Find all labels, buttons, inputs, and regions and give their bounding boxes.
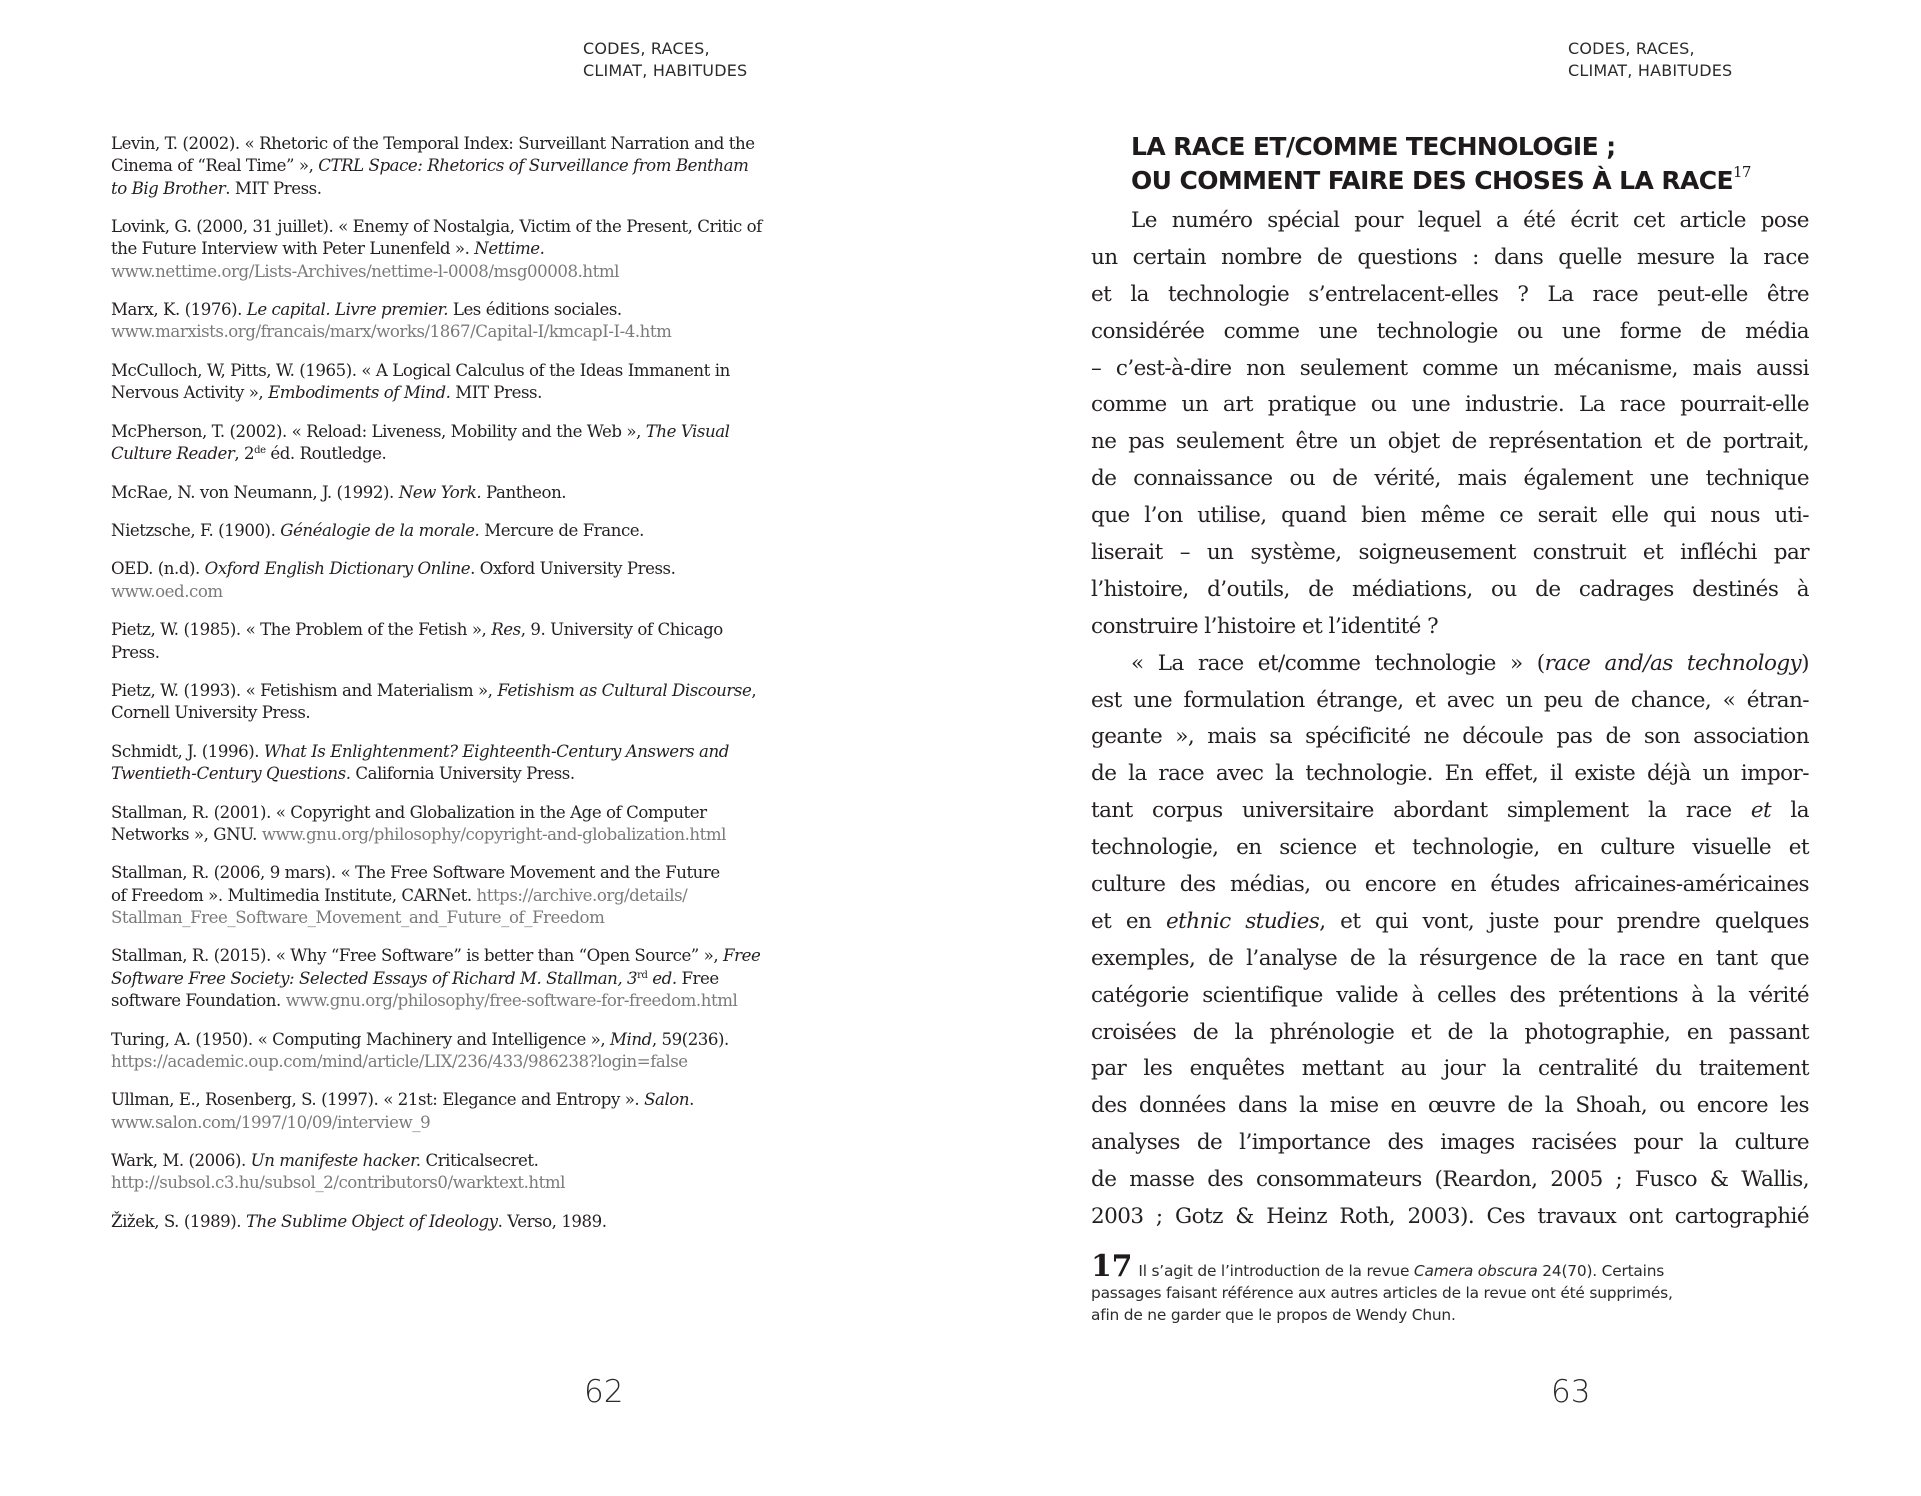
text-run: 2003 ; Gotz & Heinz Roth, 2003). Ces travaux ont cartographié xyxy=(1091,1204,1809,1230)
text-line xyxy=(111,1051,856,1073)
text-line xyxy=(1091,719,1809,756)
text-line xyxy=(1091,314,1809,351)
text-run: analyses de l’importance des images racisées pour la culture xyxy=(1091,1130,1809,1156)
text-line xyxy=(111,763,856,785)
text-line xyxy=(1091,535,1809,572)
text-line xyxy=(111,907,856,929)
text-line xyxy=(111,945,856,967)
text-line xyxy=(111,619,856,641)
text-line xyxy=(111,885,856,907)
text-line xyxy=(1091,1199,1809,1236)
text-run: de la race avec la technologie. En effet, il existe déjà un impor- xyxy=(1091,761,1809,787)
text-line xyxy=(111,1089,856,1111)
italic-text: race and/as technology xyxy=(1544,650,1802,676)
text-run: Stallman, R. (2001). « Copyright and Globalization in the Age of Computer xyxy=(111,802,707,822)
text-run: Networks », GNU. xyxy=(111,824,262,844)
reference-url-link[interactable]: http://subsol.c3.hu/subsol_2/contributors0/warktext.html xyxy=(111,1173,566,1193)
text-run: OED. (n.d). xyxy=(111,559,205,579)
text-run: Criticalsecret. xyxy=(420,1151,539,1171)
reference-entry xyxy=(111,520,856,542)
reference-url-link[interactable]: www.oed.com xyxy=(111,581,223,601)
text-line xyxy=(1091,1162,1809,1199)
running-head xyxy=(583,38,747,82)
reference-entry xyxy=(111,1029,856,1074)
text-run: « La race et/comme technologie » ( xyxy=(1131,650,1545,676)
text-run: culture des médias, ou encore en études africaines-américaines xyxy=(1091,872,1809,898)
italic-text: Un manifeste hacker. xyxy=(250,1151,421,1171)
reference-entry xyxy=(111,680,856,725)
text-line xyxy=(1091,277,1809,314)
body-paragraphs xyxy=(1091,203,1809,1236)
text-line xyxy=(1091,203,1809,240)
text-line xyxy=(1091,240,1809,277)
italic-text: ethnic studies xyxy=(1165,908,1320,934)
italic-text: CTRL Space: Rhetorics of Surveillance from Bentham xyxy=(318,156,749,176)
reference-entry xyxy=(111,360,856,405)
text-run: Ullman, E., Rosenberg, S. (1997). « 21st: Elegance and Entropy ». xyxy=(111,1090,645,1110)
italic-text: Généalogie de la morale. xyxy=(280,520,480,540)
text-run: . Verso, 1989. xyxy=(497,1211,607,1231)
text-run: que l’on utilise, quand bien même ce serait elle qui nous uti- xyxy=(1091,503,1809,529)
italic-text: to Big Brother xyxy=(111,178,226,198)
text-run: la xyxy=(1771,798,1809,824)
text-run: , xyxy=(751,681,757,701)
text-run: afin de ne garder que le propos de Wendy Chun. xyxy=(1091,1306,1456,1324)
running-head-line: CODES, RACES, xyxy=(583,39,710,58)
text-run: Pietz, W. (1985). « The Problem of the Fetish », xyxy=(111,620,492,640)
text-run: Marx, K. (1976). xyxy=(111,300,247,320)
text-run: software Foundation. xyxy=(111,991,286,1011)
italic-text: Le capital. Livre premier. xyxy=(246,300,449,320)
text-run: McPherson, T. (2002). « Reload: Liveness, Mobility and the Web », xyxy=(111,421,646,441)
reference-entry xyxy=(111,482,856,504)
heading-line-1: LA RACE ET/COMME TECHNOLOGIE ; xyxy=(1131,132,1616,161)
text-line xyxy=(1091,756,1809,793)
text-line xyxy=(111,299,856,321)
text-line xyxy=(111,968,856,990)
heading-line-2-text: OU COMMENT FAIRE DES CHOSES À LA RACE xyxy=(1131,166,1733,195)
running-head-line: CLIMAT, HABITUDES xyxy=(1568,61,1733,80)
text-run: Press. xyxy=(111,642,160,662)
text-run: Turing, A. (1950). « Computing Machinery and Intelligence », xyxy=(111,1029,610,1049)
italic-text: Res xyxy=(491,620,521,640)
text-run: Cinema of “Real Time” », xyxy=(111,156,319,176)
text-run: , et qui vont, juste pour prendre quelques xyxy=(1319,908,1809,934)
italic-text: Culture Reader xyxy=(111,444,235,464)
reference-entry xyxy=(111,1150,856,1195)
text-run: , 59(236). xyxy=(651,1029,729,1049)
text-run: Mercure de France. xyxy=(479,520,644,540)
text-run: MIT Press. xyxy=(450,383,542,403)
text-line xyxy=(111,1029,856,1051)
text-run: liserait – un système, soigneusement construit et infléchi par xyxy=(1091,540,1809,566)
text-line xyxy=(1091,1282,1791,1304)
section-heading xyxy=(1131,130,1751,198)
text-line xyxy=(1091,1051,1809,1088)
italic-text: Free xyxy=(723,946,761,966)
reference-entry xyxy=(111,558,856,603)
text-run: Schmidt, J. (1996). xyxy=(111,741,264,761)
text-line xyxy=(111,443,856,465)
reference-url-link[interactable]: www.gnu.org/philosophy/free-software-for-freedom.html xyxy=(285,991,738,1011)
reference-url-link[interactable]: www.marxists.org/francais/marx/works/1867/Capital-I/kmcapI-I-4.htm xyxy=(111,322,672,342)
text-run: the Future Interview with Peter Lunenfeld ». xyxy=(111,239,475,259)
text-run: par les enquêtes mettant au jour la centralité du traitement xyxy=(1091,1056,1809,1082)
text-line xyxy=(1091,351,1809,388)
text-line xyxy=(1091,498,1809,535)
text-line xyxy=(111,862,856,884)
right-page xyxy=(960,0,1921,1496)
text-line xyxy=(111,558,856,580)
text-run: . xyxy=(539,239,545,259)
text-run: – c’est-à-dire non seulement comme un mécanisme, mais aussi xyxy=(1091,355,1809,381)
text-line xyxy=(111,238,856,260)
text-run: technologie, en science et technologie, en culture visuelle et xyxy=(1091,835,1809,861)
running-head-line: CODES, RACES, xyxy=(1568,39,1695,58)
reference-entry xyxy=(111,619,856,664)
text-line xyxy=(1091,904,1809,941)
text-run: des données dans la mise en œuvre de la Shoah, ou encore les xyxy=(1091,1093,1809,1119)
reference-entry xyxy=(111,216,856,283)
italic-text: Fetishism as Cultural Discourse xyxy=(497,681,752,701)
heading-line-2 xyxy=(1131,164,1751,198)
text-line xyxy=(111,520,856,542)
text-run: ne pas seulement être un objet de représentation et de portrait, xyxy=(1091,429,1809,455)
text-run: construire l’histoire et l’identité ? xyxy=(1091,613,1439,639)
text-line xyxy=(1091,1015,1809,1052)
reference-url-link[interactable]: https://archive.org/details/ xyxy=(476,885,688,905)
text-line xyxy=(1091,793,1809,830)
text-run: . Oxford University Press. xyxy=(470,559,676,579)
text-run: et en xyxy=(1091,908,1166,934)
reference-entry xyxy=(111,802,856,847)
italic-text: et xyxy=(1750,798,1772,824)
text-line xyxy=(111,1211,856,1233)
reference-entry xyxy=(111,1211,856,1233)
text-run: considérée comme une technologie ou une forme de média xyxy=(1091,318,1809,344)
text-line xyxy=(111,581,856,603)
text-run: Wark, M. (2006). xyxy=(111,1151,251,1171)
text-run: ) xyxy=(1801,650,1809,676)
text-run: Pantheon. xyxy=(481,482,567,502)
text-run: comme un art pratique ou une industrie. La race pourrait-elle xyxy=(1091,392,1809,418)
text-run: éd. Routledge. xyxy=(265,444,387,464)
reference-entry xyxy=(111,133,856,200)
text-run: Levin, T. (2002). « Rhetoric of the Temporal Index: Surveillant Narration and the xyxy=(111,134,755,153)
text-line xyxy=(1091,461,1809,498)
text-line xyxy=(1091,941,1809,978)
reference-url-link[interactable]: www.nettime.org/Lists-Archives/nettime-l-0008/msg00008.html xyxy=(111,261,619,281)
text-run: . MIT Press. xyxy=(225,178,322,198)
text-run: 24(70). Certains xyxy=(1537,1262,1665,1280)
running-head-line: CLIMAT, HABITUDES xyxy=(583,61,748,80)
text-run: de masse des consommateurs (Reardon, 2005 ; Fusco & Wallis, xyxy=(1091,1167,1809,1193)
text-line xyxy=(111,702,856,724)
italic-text: Twentieth-Century Questions. xyxy=(111,764,351,784)
reference-url-link[interactable]: www.salon.com/1997/10/09/interview_9 xyxy=(111,1112,431,1132)
text-line xyxy=(1091,609,1809,646)
italic-text: The Visual xyxy=(645,421,730,441)
text-line xyxy=(111,133,856,155)
footnote-reference-link[interactable]: 17 xyxy=(1732,163,1751,181)
text-line xyxy=(1091,1249,1791,1284)
superscript: de xyxy=(254,445,266,457)
page-number: 63 xyxy=(1551,1374,1591,1410)
text-line xyxy=(1091,683,1809,720)
text-run: tant corpus universitaire abordant simplement la race xyxy=(1091,798,1751,824)
text-line xyxy=(111,1112,856,1134)
text-run: Cornell University Press. xyxy=(111,703,311,723)
text-run: Pietz, W. (1993). « Fetishism and Materialism », xyxy=(111,681,498,701)
italic-text: Embodiments of Mind. xyxy=(268,383,451,403)
text-run: California University Press. xyxy=(350,764,575,784)
reference-entry xyxy=(111,421,856,466)
italic-text: ed. xyxy=(647,968,677,988)
text-run: Stallman, R. (2006, 9 mars). « The Free Software Movement and the Future xyxy=(111,863,720,883)
text-run: Il s’agit de l’introduction de la revue xyxy=(1138,1262,1414,1280)
text-run: , 9. University of Chicago xyxy=(520,620,723,640)
text-line xyxy=(111,216,856,238)
text-run: Lovink, G. (2000, 31 juillet). « Enemy of Nostalgia, Victim of the Present, Critic of xyxy=(111,217,762,237)
text-run: est une formulation étrange, et avec un peu de chance, « étran- xyxy=(1091,687,1809,713)
text-line xyxy=(111,261,856,283)
italic-text: The Sublime Object of Ideology xyxy=(245,1211,498,1231)
text-line xyxy=(111,360,856,382)
text-line xyxy=(111,802,856,824)
text-line xyxy=(1091,572,1809,609)
text-run: of Freedom ». Multimedia Institute, CARNet. xyxy=(111,885,477,905)
text-line xyxy=(1091,978,1809,1015)
italic-text: Nettime xyxy=(474,239,540,259)
text-run: de connaissance ou de vérité, mais également une technique xyxy=(1091,466,1809,492)
text-line xyxy=(1091,867,1809,904)
text-run: Free xyxy=(676,968,719,988)
reference-entry xyxy=(111,1089,856,1134)
text-run: Les éditions sociales. xyxy=(448,300,622,320)
text-run: Stallman, R. (2015). « Why “Free Software” is better than “Open Source” », xyxy=(111,946,724,966)
text-line xyxy=(111,421,856,443)
text-run: . xyxy=(689,1090,694,1110)
text-line xyxy=(1091,646,1809,683)
text-run: Nervous Activity », xyxy=(111,383,269,403)
italic-text: New York. xyxy=(398,482,482,502)
text-line xyxy=(111,321,856,343)
text-line xyxy=(111,482,856,504)
text-line xyxy=(1091,830,1809,867)
running-head xyxy=(1568,38,1732,82)
text-run: McCulloch, W, Pitts, W. (1965). « A Logical Calculus of the Ideas Immanent in xyxy=(111,360,730,380)
italic-text: Mind xyxy=(610,1029,652,1049)
text-line xyxy=(111,1150,856,1172)
text-run: l’histoire, d’outils, de médiations, ou de cadrages destinés à xyxy=(1091,576,1809,602)
reference-entry xyxy=(111,741,856,786)
italic-text: Oxford English Dictionary Online xyxy=(204,559,471,579)
text-line xyxy=(111,178,856,200)
text-run: et la technologie s’entrelacent-elles ? La race peut-elle être xyxy=(1091,281,1809,307)
text-run: Žižek, S. (1989). xyxy=(111,1211,246,1231)
text-run: Nietzsche, F. (1900). xyxy=(111,520,281,540)
text-line xyxy=(111,990,856,1012)
text-line xyxy=(111,1172,856,1194)
text-line xyxy=(1091,387,1809,424)
reference-entry xyxy=(111,862,856,929)
text-line xyxy=(1091,1088,1809,1125)
text-run: un certain nombre de questions : dans quelle mesure la race xyxy=(1091,244,1809,270)
text-line xyxy=(111,824,856,846)
text-run: , 2 xyxy=(234,444,255,464)
text-line xyxy=(111,642,856,664)
italic-text: Salon xyxy=(644,1090,690,1110)
text-run: croisées de la phrénologie et de la photographie, en passant xyxy=(1091,1019,1809,1045)
superscript: rd xyxy=(637,969,648,981)
text-run: catégorie scientifique valide à celles des prétentions à la vérité xyxy=(1091,982,1809,1008)
text-run: passages faisant référence aux autres articles de la revue ont été supprimés, xyxy=(1091,1284,1673,1302)
reference-entry xyxy=(111,299,856,344)
reference-url-link[interactable]: Stallman_Free_Software_Movement_and_Future_of_Freedom xyxy=(111,907,605,927)
footnote-number: 17 xyxy=(1091,1249,1133,1284)
text-line xyxy=(1091,1125,1809,1162)
left-page xyxy=(0,0,960,1496)
reference-list xyxy=(111,133,856,1249)
italic-text: Camera obscura xyxy=(1413,1262,1538,1280)
italic-text: What Is Enlightenment? Eighteenth-Century Answers and xyxy=(263,741,729,761)
reference-entry xyxy=(111,945,856,1012)
reference-url-link[interactable]: https://academic.oup.com/mind/article/LIX/236/433/986238?login=false xyxy=(111,1051,688,1071)
text-line xyxy=(1091,424,1809,461)
text-line xyxy=(111,741,856,763)
reference-url-link[interactable]: www.gnu.org/philosophy/copyright-and-globalization.html xyxy=(261,824,727,844)
page-number: 62 xyxy=(584,1374,624,1410)
text-line xyxy=(111,382,856,404)
text-line xyxy=(111,680,856,702)
footnote xyxy=(1091,1249,1791,1326)
text-run: exemples, de l’analyse de la résurgence de la race en tant que xyxy=(1091,945,1809,971)
text-run: geante », mais sa spécificité ne découle pas de son association xyxy=(1091,724,1809,750)
text-line xyxy=(111,155,856,177)
text-run: McRae, N. von Neumann, J. (1992). xyxy=(111,482,399,502)
text-line xyxy=(1091,1304,1791,1326)
italic-text: Software Free Society: Selected Essays of Richard M. Stallman, 3 xyxy=(111,968,638,988)
text-run: Le numéro spécial pour lequel a été écrit cet article pose xyxy=(1131,208,1809,233)
